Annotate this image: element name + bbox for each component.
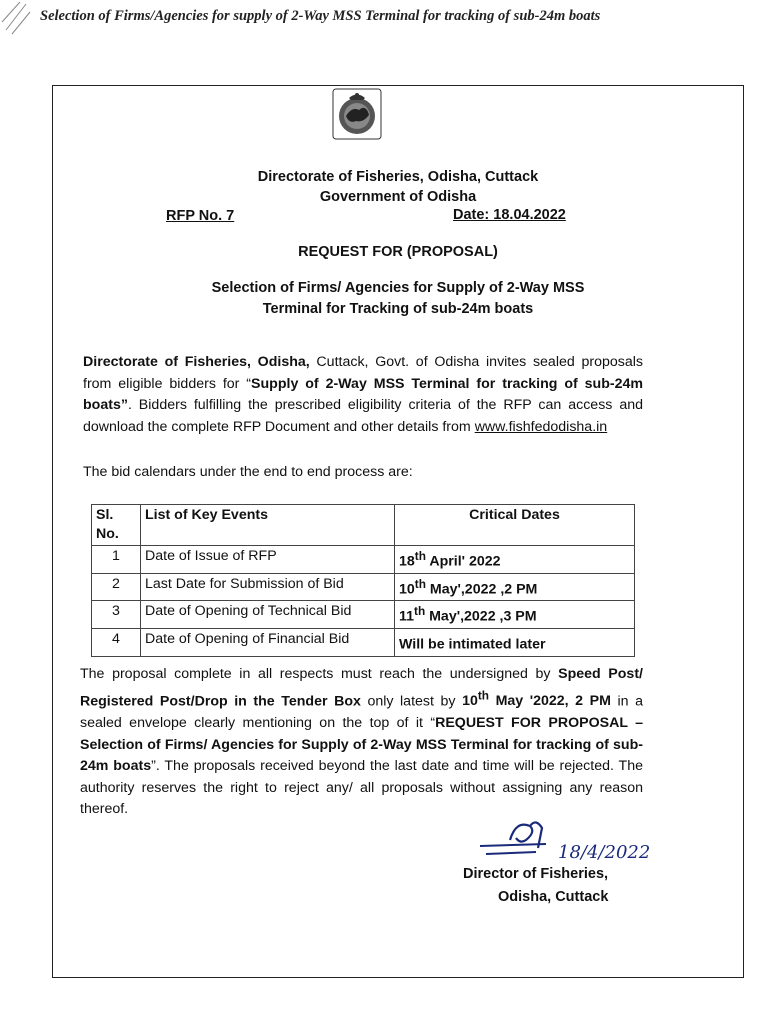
deadline: 10th May '2022, 2 PM bbox=[462, 688, 611, 710]
table-row bbox=[92, 601, 635, 629]
subject-line-2: Terminal for Tracking of sub-24m boats bbox=[262, 301, 534, 317]
intro-paragraph bbox=[83, 352, 643, 438]
signature-icon bbox=[476, 818, 676, 868]
row-sl: 3 bbox=[92, 601, 141, 629]
header-event: List of Key Events bbox=[141, 505, 395, 546]
govt-name: Government of Odisha bbox=[319, 189, 477, 205]
row-date: 11th May',2022 ,3 PM bbox=[395, 601, 635, 629]
rfp-number: RFP No. 7 bbox=[166, 208, 235, 224]
header-dates: Critical Dates bbox=[395, 505, 635, 546]
table-row bbox=[92, 573, 635, 601]
intro-supply: Supply of 2-Way MSS Terminal for tracking of sub-24m boats” bbox=[83, 375, 644, 414]
subject-line-1: Selection of Firms/ Agencies for Supply of 2-Way MSS bbox=[211, 280, 585, 296]
row-sl: 1 bbox=[92, 546, 141, 574]
doc-type: REQUEST FOR (PROPOSAL) bbox=[298, 244, 498, 260]
signature-date: 18/4/2022 bbox=[558, 842, 651, 863]
odisha-emblem-icon bbox=[332, 88, 382, 140]
row-date: 18th April' 2022 bbox=[395, 546, 635, 574]
table-row bbox=[92, 546, 635, 574]
table-header-row bbox=[92, 505, 635, 546]
intro-text-2: . Bidders fulfilling the prescribed eligibility criteria of the RFP can access and download the complete RFP Document and other details from bbox=[83, 397, 643, 435]
org-name: Directorate of Fisheries, Odisha, Cuttack bbox=[257, 169, 539, 185]
row-event: Date of Issue of RFP bbox=[141, 546, 395, 574]
intro-text-1: Cuttack, Govt. of Odisha invites sealed proposals from eligible bidders for “ bbox=[83, 354, 643, 392]
row-date: Will be intimated later bbox=[395, 629, 635, 657]
closing-paragraph: The proposal complete in all respects must reach the undersigned by Speed Post/ Registered Post/Drop in the Tender Box only latest by 10th May '2022, 2 PM in a sealed envelope clearly mentioning on the top of it “REQUEST FOR PROPOSAL – Selection of Firms/ Agencies for Supply of 2-Way MSS Terminal for tracking of sub-24m boats”. The proposals received beyond the last date and time will be rejected. The authority reserves the right to reject any/ all proposals without assigning any reason thereof. bbox=[80, 666, 643, 818]
row-sl: 4 bbox=[92, 629, 141, 657]
delivery-method: Speed Post/ Registered Post/Drop in the Tender Box bbox=[80, 666, 643, 710]
row-event: Date of Opening of Technical Bid bbox=[141, 601, 395, 629]
envelope-title: REQUEST FOR PROPOSAL – Selection of Firms/ Agencies for Supply of 2-Way MSS Terminal for tracking of sub-24m boats bbox=[80, 714, 643, 775]
signatory-title: Director of Fisheries, bbox=[463, 866, 609, 882]
calendar-intro: The bid calendars under the end to end process are: bbox=[83, 464, 413, 480]
row-sl: 2 bbox=[92, 573, 141, 601]
key-events-table bbox=[91, 504, 635, 657]
rfp-date: Date: 18.04.2022 bbox=[453, 207, 566, 223]
table-row bbox=[92, 629, 635, 657]
corner-marks bbox=[0, 0, 40, 40]
signatory-place: Odisha, Cuttack bbox=[498, 889, 609, 905]
header-caption: Selection of Firms/Agencies for supply of 2-Way MSS Terminal for tracking of sub-24m boats bbox=[40, 8, 601, 24]
row-event: Last Date for Submission of Bid bbox=[141, 573, 395, 601]
header-sl: Sl. No. bbox=[92, 505, 141, 546]
row-event: Date of Opening of Financial Bid bbox=[141, 629, 395, 657]
website-link[interactable]: www.fishfedodisha.in bbox=[474, 418, 608, 435]
row-date: 10th May',2022 ,2 PM bbox=[395, 573, 635, 601]
intro-org: Directorate of Fisheries, Odisha, bbox=[83, 354, 310, 370]
